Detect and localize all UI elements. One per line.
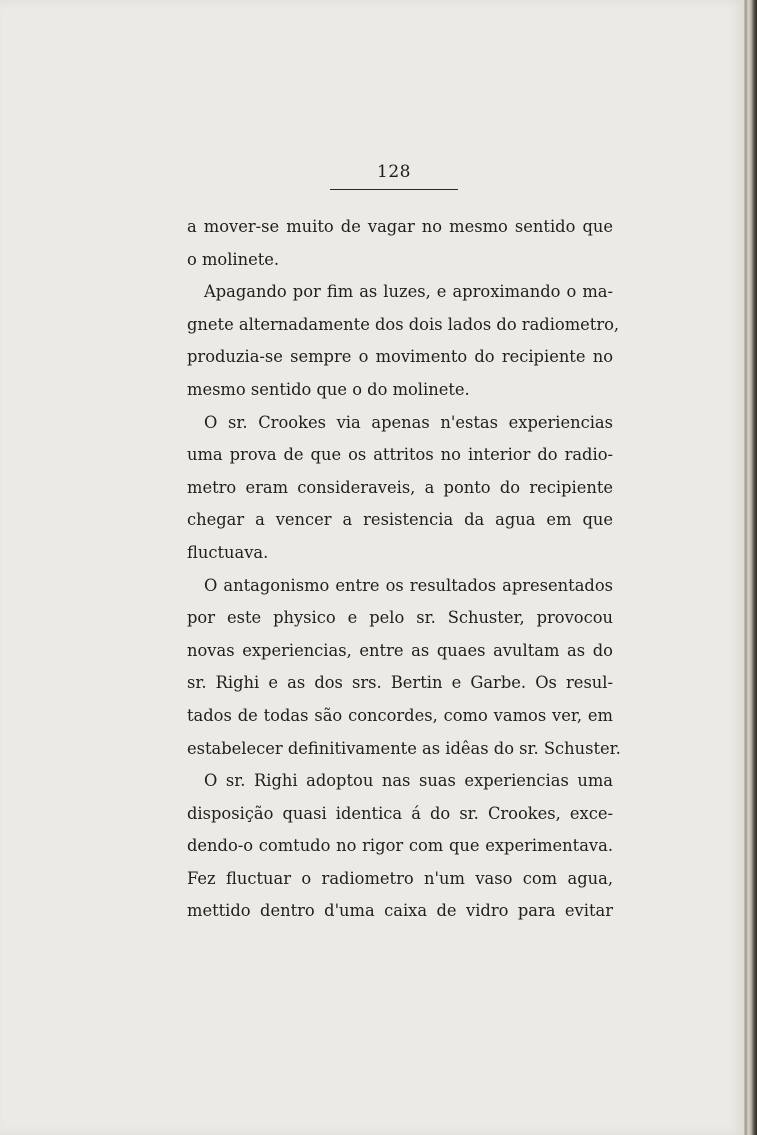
text-line: mettido dentro d'uma caixa de vidro para evitar [187,901,613,921]
text-line: gnete alternadamente dos dois lados do radiometro, [187,314,620,334]
text-line: O sr. Righi adoptou nas suas experiencias uma [204,771,613,791]
text-line: metro eram consideraveis, a ponto do recipiente [187,477,613,497]
text-line: Fez fluctuar o radiometro n'um vaso com agua, [187,868,613,888]
text-line: fluctuava. [187,542,269,562]
page-edge [744,0,757,1135]
text-line: o molinete. [187,249,280,269]
text-line: estabelecer definitivamente as idêas do sr. Schuster. [187,738,621,758]
body-text [187,211,621,928]
text-line: O antagonismo entre os resultados apresentados [204,575,613,595]
text-line: chegar a vencer a resistencia da agua em que [187,510,613,530]
header-rule [330,189,458,190]
text-line: tados de todas são concordes, como vamos ver, em [187,705,613,725]
text-line: dendo-o comtudo no rigor com que experimentava. [187,836,613,856]
text-line: por este physico e pelo sr. Schuster, provocou [187,608,613,628]
text-line: mesmo sentido que o do molinete. [187,379,470,399]
text-line: uma prova de que os attritos no interior do radio- [187,445,613,465]
text-line: disposição quasi identica á do sr. Crookes, exce- [187,803,613,823]
text-line: produzia-se sempre o movimento do recipiente no [187,347,613,367]
text-line: Apagando por fim as luzes, e aproximando o ma- [204,282,613,302]
text-line: a mover-se muito de vagar no mesmo sentido que [187,217,613,236]
text-line: novas experiencias, entre as quaes avultam as do [187,640,613,660]
page-number: 128 [377,162,411,182]
text-line: O sr. Crookes via apenas n'estas experiencias [204,412,613,432]
text-line: sr. Righi e as dos srs. Bertin e Garbe. Os resul- [187,673,613,693]
